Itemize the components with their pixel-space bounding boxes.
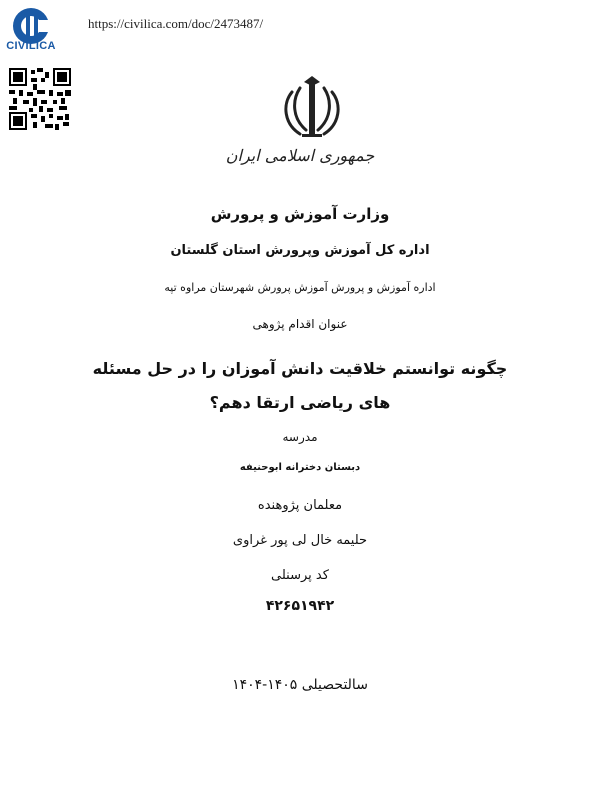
teacher-name: حلیمه خال لی پور غراوی xyxy=(232,533,368,548)
qr-code-icon xyxy=(9,68,71,130)
personnel-code: ۴۲۶۵۱۹۴۲ xyxy=(265,598,335,614)
research-title: چگونه توانستم خلاقیت دانش آموزان را در حل مسئله های ریاضی ارتقا دهم؟ xyxy=(92,359,508,412)
county-office: اداره آموزش و پرورش آموزش پرورش شهرستان مراوه تپه xyxy=(164,281,436,294)
emblem-caption: جمهوری اسلامی ایران xyxy=(225,146,375,165)
iran-emblem-icon xyxy=(278,74,346,142)
personnel-code-label: کد پرسنلی xyxy=(271,568,329,583)
document-url[interactable]: https://civilica.com/doc/2473487/ xyxy=(88,16,264,31)
province-office: اداره کل آموزش وپرورش استان گلستان xyxy=(170,243,430,258)
logo-text: CIVILICA xyxy=(6,40,56,52)
teacher-label: معلمان پژوهنده xyxy=(257,498,343,513)
academic-year: سالتحصیلی ۱۴۰۵-۱۴۰۴ xyxy=(232,677,368,693)
school-label: مدرسه xyxy=(282,430,318,444)
research-label: عنوان اقدام پژوهی xyxy=(252,317,348,331)
ministry-name: وزارت آموزش و پرورش xyxy=(210,205,390,223)
school-name: دبستان دخترانه ابوحنیفه xyxy=(239,462,361,473)
